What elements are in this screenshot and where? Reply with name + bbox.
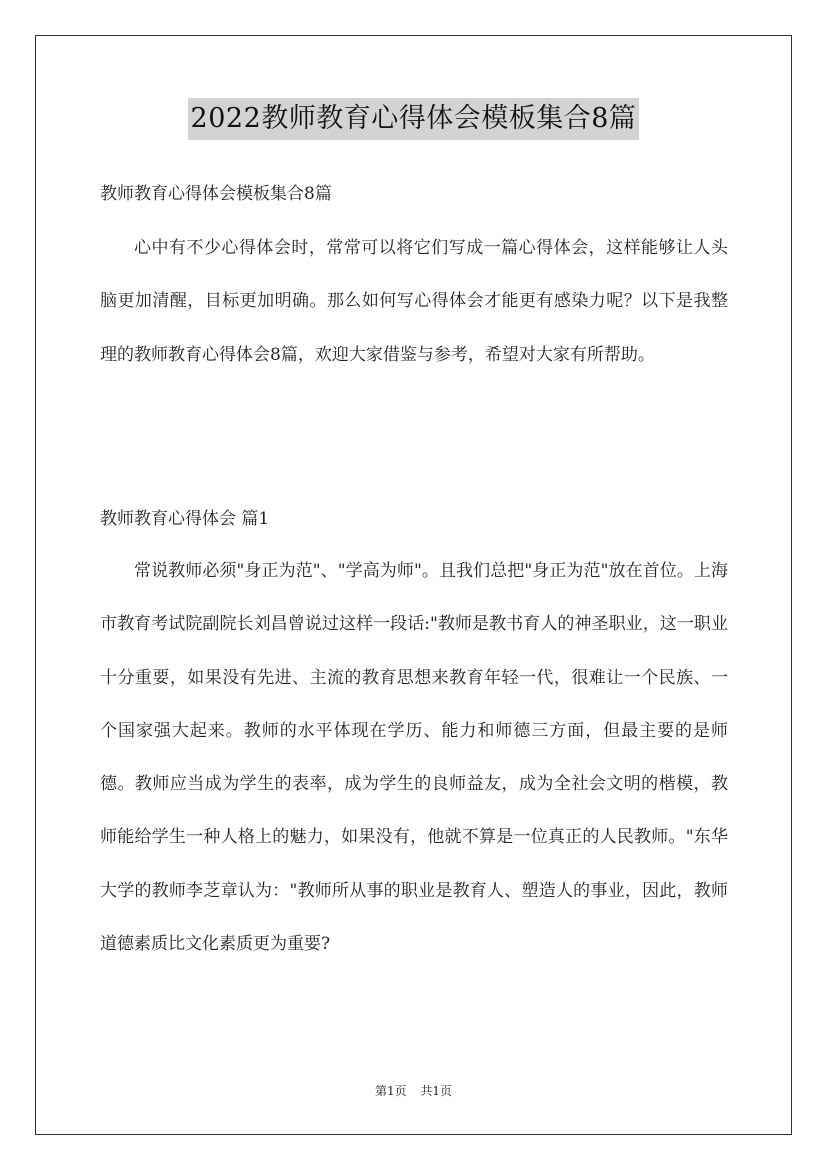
intro-paragraph: 心中有不少心得体会时，常常可以将它们写成一篇心得体会，这样能够让人头脑更加清醒，目标更加明确。那么如何写心得体会才能更有感染力呢？以下是我整理的教师教育心得体会8篇，欢迎大家借鉴与参考，希望对大家有所帮助。 [100,238,728,365]
document-subtitle: 教师教育心得体会模板集合8篇 [100,184,332,204]
page-number: 第1页 [374,1084,407,1098]
page-total: 共1页 [420,1084,453,1098]
title-container [0,98,827,140]
document-title: 2022教师教育心得体会模板集合8篇 [188,98,640,140]
page-footer [0,1082,827,1099]
body-paragraph: 常说教师必须"身正为范"、"学高为师"。且我们总把"身正为范"放在首位。上海市教育考试院副院长刘昌曾说过这样一段话:"教师是教书育人的神圣职业，这一职业十分重要，如果没有先进、主流的教育思想来教育年轻一代，很难让一个民族、一个国家强大起来。教师的水平体现在学历、能力和师德三方面，但最主要的是师德。教师应当成为学生的表率，成为学生的良师益友，成为全社会文明的楷模，教师能给学生一种人格上的魅力，如果没有，他就不算是一位真正的人民教师。"东华大学的教师李芝章认为："教师所从事的职业是教育人、塑造人的事业，因此，教师道德素质比文化素质更为重要? [100,561,728,955]
section-heading: 教师教育心得体会 篇1 [100,509,270,529]
